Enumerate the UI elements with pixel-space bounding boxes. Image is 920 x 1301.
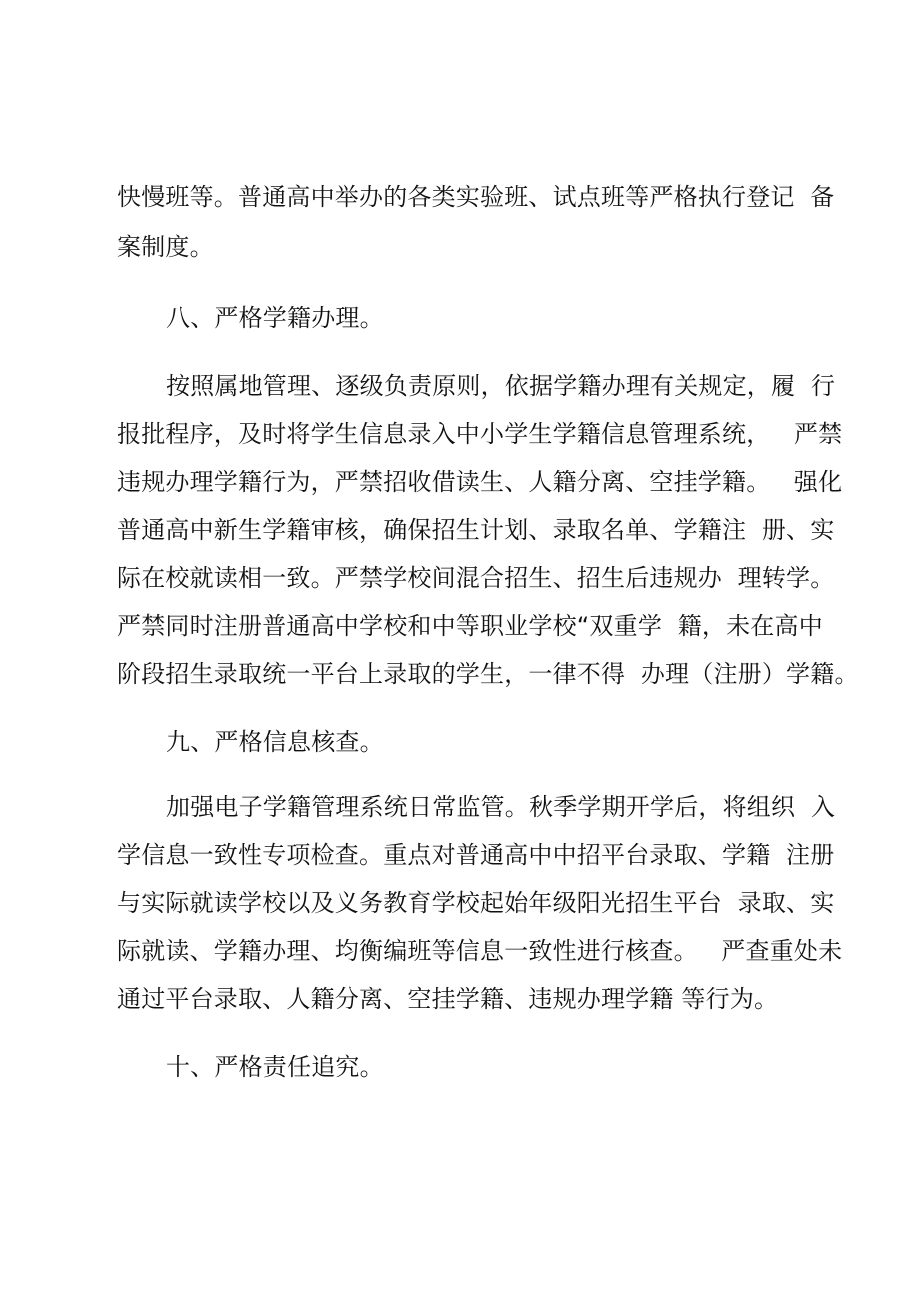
paragraph-line: 严禁同时注册普通高中学校和中等职业学校“双重学 籍，未在高中 bbox=[117, 612, 823, 640]
section-heading-8: 八、严格学籍办理。 bbox=[166, 304, 384, 332]
paragraph-line: 际就读、学籍办理、均衡编班等信息一致性进行核查。 严查重处未 bbox=[117, 937, 843, 965]
paragraph-line: 普通高中新生学籍审核，确保招生计划、录取名单、学籍注 册、实 bbox=[117, 516, 835, 544]
paragraph-line: 与实际就读学校以及义务教育学校起始年级阳光招生平台 录取、实 bbox=[117, 889, 835, 917]
paragraph-line: 阶段招生录取统一平台上录取的学生，一律不得 办理（注册）学籍。 bbox=[117, 660, 859, 688]
paragraph-line: 学信息一致性专项检查。重点对普通高中中招平台录取、学籍 注册 bbox=[117, 841, 835, 869]
paragraph-line: 加强电子学籍管理系统日常监管。秋季学期开学后，将组织 入 bbox=[166, 793, 836, 821]
paragraph-line: 案制度。 bbox=[117, 233, 214, 261]
section-heading-9: 九、严格信息核查。 bbox=[166, 728, 384, 756]
paragraph-line: 违规办理学籍行为，严禁招收借读生、人籍分离、空挂学籍。 强化 bbox=[117, 468, 843, 496]
paragraph-line: 通过平台录取、人籍分离、空挂学籍、违规办理学籍 等行为。 bbox=[117, 985, 779, 1013]
section-heading-10: 十、严格责任追究。 bbox=[166, 1053, 384, 1081]
paragraph-line: 按照属地管理、逐级负责原则，依据学籍办理有关规定，履 行 bbox=[166, 372, 836, 400]
paragraph-line: 快慢班等。普通高中举办的各类实验班、试点班等严格执行登记 备 bbox=[117, 183, 835, 211]
paragraph-line: 报批程序，及时将学生信息录入中小学生学籍信息管理系统， 严禁 bbox=[117, 420, 843, 448]
paragraph-line: 际在校就读相一致。严禁学校间混合招生、招生后违规办 理转学。 bbox=[117, 564, 835, 592]
